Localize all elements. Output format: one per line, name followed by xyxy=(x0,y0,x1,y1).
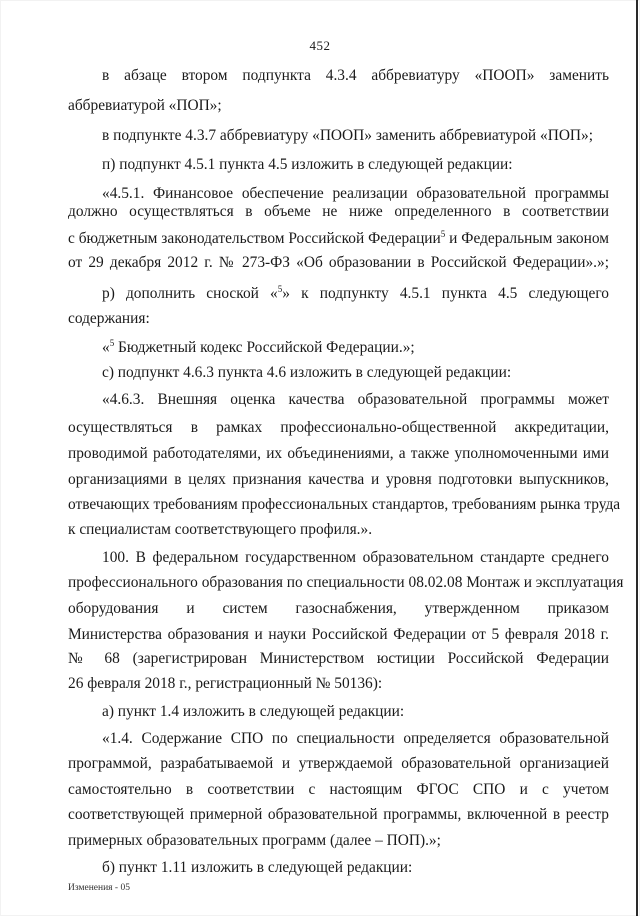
text-line: «4.6.3. Внешняя оценка качества образовательной программы может xyxy=(102,391,609,408)
text-line: б) пункт 1.11 изложить в следующей редакции: xyxy=(102,859,413,876)
text-line: «1.4. Содержание СПО по специальности определяется образовательной xyxy=(102,730,609,747)
text-line: проводимой работодателями, их объединениями, а также уполномоченными ими xyxy=(68,445,609,462)
text-line: 100. В федеральном государственном образовательном стандарте среднего xyxy=(102,549,609,566)
text-segment: и Федеральным законом xyxy=(445,230,609,247)
text-line: соответствующей примерной образовательной программы, включенной в реестр xyxy=(68,806,609,823)
text-segment: р) дополнить сноской « xyxy=(102,285,278,302)
text-line: в абзаце втором подпункта 4.3.4 аббревиатуру «ПООП» заменить xyxy=(102,67,609,84)
text-segment: с бюджетным законодательством Российской Федерации xyxy=(68,230,441,247)
text-line xyxy=(102,338,609,358)
text-line: должно осуществляться в объеме не ниже определенного в соответствии xyxy=(68,203,609,220)
footnote-mark: 5 xyxy=(109,338,115,348)
text-line: оборудования и систем газоснабжения, утвержденном приказом xyxy=(68,600,609,617)
scan-edge-line xyxy=(636,0,638,916)
text-line: Министерства образования и науки Российской Федерации от 5 февраля 2018 г. xyxy=(68,626,609,643)
text-line: к специалистам соответствующего профиля.». xyxy=(68,521,373,538)
text-line xyxy=(68,229,609,249)
page-footer: Изменения - 05 xyxy=(68,883,130,893)
text-line: 26 февраля 2018 г., регистрационный № 50136): xyxy=(68,675,383,692)
text-line: отвечающих требованиям профессиональных стандартов, требованиям рынка труда xyxy=(68,496,621,513)
text-line: от 29 декабря 2012 г. № 273-ФЗ «Об образовании в Российской Федерации».»; xyxy=(68,254,609,271)
text-line: профессионального образования по специальности 08.02.08 Монтаж и эксплуатация xyxy=(68,574,624,591)
text-line: организациями в целях признания качества и уровня подготовки выпускников, xyxy=(68,471,609,488)
footnote-mark: 5 xyxy=(440,229,446,239)
text-line: «4.5.1. Финансовое обеспечение реализации образовательной программы xyxy=(102,185,609,202)
text-segment: Бюджетный кодекс Российской Федерации.»; xyxy=(114,339,415,356)
text-line: с) подпункт 4.6.3 пункта 4.6 изложить в следующей редакции: xyxy=(102,364,512,381)
page-number: 452 xyxy=(309,38,331,53)
text-line xyxy=(102,284,609,304)
text-line: программой, разрабатываемой и утверждаемой образовательной организацией xyxy=(68,755,609,772)
text-line: № 68 (зарегистрирован Министерством юстиции Российской Федерации xyxy=(68,650,609,667)
footnote-mark: 5 xyxy=(277,284,283,294)
text-line: в подпункте 4.3.7 аббревиатуру «ПООП» заменить аббревиатурой «ПОП»; xyxy=(102,127,594,144)
text-segment: « xyxy=(102,339,110,356)
text-line: осуществляться в рамках профессионально-общественной аккредитации, xyxy=(68,419,609,436)
text-line: п) подпункт 4.5.1 пункта 4.5 изложить в следующей редакции: xyxy=(102,156,513,173)
text-line: самостоятельно в соответствии с настоящим ФГОС СПО и с учетом xyxy=(68,781,609,798)
text-line: примерных образовательных программ (далее – ПОП).»; xyxy=(68,832,441,849)
text-line: содержания: xyxy=(68,310,150,327)
text-segment: » к подпункту 4.5.1 пункта 4.5 следующего xyxy=(282,285,609,302)
text-line: а) пункт 1.4 изложить в следующей редакции: xyxy=(102,703,405,720)
text-line: аббревиатурой «ПОП»; xyxy=(68,97,222,114)
